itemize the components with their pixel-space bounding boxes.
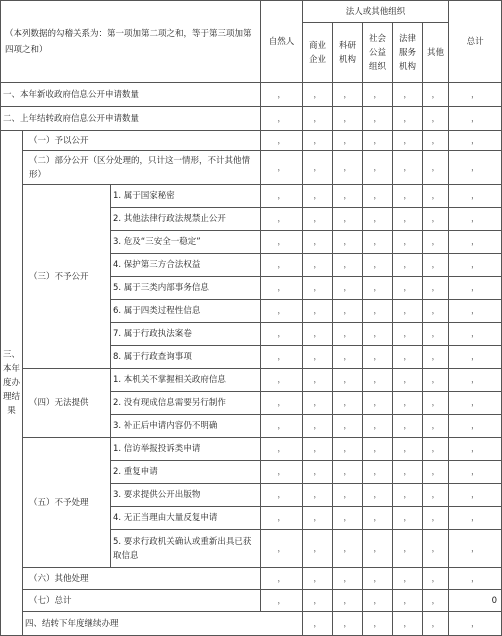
data-cell: ，	[333, 507, 363, 530]
data-cell: ，	[261, 461, 303, 484]
data-cell: ，	[363, 231, 393, 254]
data-cell: ，	[449, 369, 502, 392]
data-cell: ，	[333, 254, 363, 277]
total-value: 0	[449, 590, 502, 612]
data-cell: ，	[363, 346, 393, 369]
data-cell: ，	[423, 369, 449, 392]
data-cell: ，	[423, 507, 449, 530]
data-cell: ，	[363, 415, 393, 438]
data-cell: ，	[261, 277, 303, 300]
data-cell: ，	[423, 131, 449, 151]
table-row	[1, 185, 502, 208]
data-cell: ，	[393, 107, 423, 131]
data-cell: ，	[393, 151, 423, 185]
data-cell: ，	[423, 612, 449, 636]
data-cell: ，	[393, 461, 423, 484]
data-cell: ，	[423, 346, 449, 369]
data-cell: ，	[449, 107, 502, 131]
data-cell: ，	[449, 612, 502, 636]
data-cell: ，	[261, 185, 303, 208]
data-cell: ，	[393, 346, 423, 369]
data-cell: ，	[393, 323, 423, 346]
row-label: 2. 重复申请	[111, 461, 261, 484]
row-label: 2. 没有现成信息需要另行制作	[111, 392, 261, 415]
data-cell: ，	[363, 300, 393, 323]
header-row-1	[1, 1, 502, 23]
data-cell: ，	[423, 231, 449, 254]
data-cell: ，	[423, 185, 449, 208]
data-cell: ，	[449, 461, 502, 484]
data-cell: ，	[333, 568, 363, 590]
data-cell: ，	[449, 300, 502, 323]
data-cell: ，	[333, 530, 363, 568]
data-cell: ，	[303, 484, 333, 507]
header-research: 科研机构	[333, 23, 363, 83]
row-label: 1. 属于国家秘密	[111, 185, 261, 208]
data-cell: ，	[261, 151, 303, 185]
data-cell: ，	[363, 461, 393, 484]
row-label: 3. 补正后申请内容仍不明确	[111, 415, 261, 438]
data-cell: ，	[423, 323, 449, 346]
data-cell: ，	[333, 300, 363, 323]
row-label: 3. 要求提供公开出版物	[111, 484, 261, 507]
data-cell: ，	[449, 151, 502, 185]
table-row	[1, 612, 502, 636]
data-cell: ，	[363, 568, 393, 590]
row-label: （二）部分公开（区分处理的，只计这一情形，不计其他情形）	[23, 151, 261, 185]
data-cell: ，	[363, 484, 393, 507]
data-cell: ，	[303, 590, 333, 612]
header-natural-person: 自然人	[261, 1, 303, 83]
data-cell: ，	[423, 568, 449, 590]
data-cell: ，	[393, 590, 423, 612]
data-cell: ，	[393, 277, 423, 300]
data-cell: ，	[333, 415, 363, 438]
data-cell: ，	[333, 151, 363, 185]
data-cell: ，	[333, 392, 363, 415]
data-cell: ，	[333, 346, 363, 369]
data-cell: ，	[363, 438, 393, 461]
data-cell: ，	[261, 438, 303, 461]
data-cell: ，	[303, 369, 333, 392]
data-cell: ，	[261, 484, 303, 507]
data-cell: ，	[423, 254, 449, 277]
data-cell: ，	[449, 438, 502, 461]
data-cell: ，	[333, 208, 363, 231]
data-cell: ，	[423, 300, 449, 323]
data-cell: ，	[363, 392, 393, 415]
data-cell: ，	[363, 590, 393, 612]
data-cell: ，	[423, 208, 449, 231]
data-cell: ，	[363, 507, 393, 530]
data-cell: ，	[449, 208, 502, 231]
data-cell: ，	[449, 568, 502, 590]
row-label: 1. 本机关不掌握相关政府信息	[111, 369, 261, 392]
data-cell: ，	[393, 208, 423, 231]
table-row	[1, 369, 502, 392]
row-label: 5. 属于三类内部事务信息	[111, 277, 261, 300]
data-cell: ，	[333, 231, 363, 254]
data-cell: ，	[261, 131, 303, 151]
data-cell: ，	[449, 231, 502, 254]
data-cell: ，	[393, 392, 423, 415]
row-label: 四、结转下年度继续办理	[23, 612, 303, 636]
data-cell: ，	[303, 277, 333, 300]
row-label: 4. 保护第三方合法权益	[111, 254, 261, 277]
data-cell: ，	[261, 231, 303, 254]
data-cell: ，	[393, 438, 423, 461]
data-cell: ，	[333, 131, 363, 151]
data-cell: ，	[363, 530, 393, 568]
data-cell: ，	[333, 83, 363, 107]
data-cell: ，	[303, 612, 333, 636]
table-row	[1, 438, 502, 461]
data-cell: ，	[423, 484, 449, 507]
data-cell: ，	[363, 151, 393, 185]
data-cell: ，	[333, 277, 363, 300]
data-cell: ，	[303, 300, 333, 323]
data-cell: ，	[303, 392, 333, 415]
section3-label: 三、本年度办理结果	[1, 131, 23, 636]
row-label: 4. 无正当理由大量反复申请	[111, 507, 261, 530]
data-cell: ，	[303, 254, 333, 277]
data-cell: ，	[261, 590, 303, 612]
header-total: 总计	[449, 1, 502, 83]
data-cell: ，	[423, 392, 449, 415]
data-cell: ，	[303, 83, 333, 107]
table-row	[1, 107, 502, 131]
data-cell: ，	[423, 277, 449, 300]
header-legal-service: 法律服务机构	[393, 23, 423, 83]
group-label: （四）无法提供	[23, 369, 111, 438]
data-cell: ，	[363, 277, 393, 300]
data-cell: ，	[261, 300, 303, 323]
row-label: （六）其他处理	[23, 568, 261, 590]
data-cell: ，	[303, 568, 333, 590]
row-label: 8. 属于行政查询事项	[111, 346, 261, 369]
data-cell: ，	[423, 461, 449, 484]
data-cell: ，	[261, 507, 303, 530]
data-cell: ，	[393, 484, 423, 507]
table-row	[1, 83, 502, 107]
data-cell: ，	[333, 107, 363, 131]
data-cell: ，	[303, 231, 333, 254]
row-label: 二、上年结转政府信息公开申请数量	[1, 107, 261, 131]
row-label: 5. 要求行政机关确认或重新出具已获取信息	[111, 530, 261, 568]
data-cell: ，	[261, 392, 303, 415]
data-cell: ，	[363, 208, 393, 231]
data-cell: ，	[303, 151, 333, 185]
data-cell: ，	[393, 231, 423, 254]
data-cell: ，	[393, 612, 423, 636]
data-cell: ，	[303, 415, 333, 438]
data-cell: ，	[423, 415, 449, 438]
data-cell: ，	[303, 438, 333, 461]
data-cell: ，	[333, 438, 363, 461]
data-cell: ，	[363, 83, 393, 107]
data-cell: ，	[449, 415, 502, 438]
data-cell: ，	[449, 131, 502, 151]
data-cell: ，	[449, 277, 502, 300]
data-cell: ，	[393, 369, 423, 392]
data-cell: ，	[261, 415, 303, 438]
table-row	[1, 590, 502, 612]
data-cell: ，	[449, 83, 502, 107]
group-label: （三）不予公开	[23, 185, 111, 369]
table-row	[1, 131, 502, 151]
data-cell: ，	[363, 323, 393, 346]
data-cell: ，	[261, 208, 303, 231]
data-cell: ，	[303, 208, 333, 231]
data-cell: ，	[423, 530, 449, 568]
data-cell: ，	[393, 568, 423, 590]
data-cell: ，	[261, 346, 303, 369]
data-cell: ，	[303, 323, 333, 346]
data-cell: ，	[449, 185, 502, 208]
row-label: 3. 危及“三安全一稳定”	[111, 231, 261, 254]
data-cell: ，	[303, 107, 333, 131]
data-cell: ，	[261, 369, 303, 392]
data-cell: ，	[303, 131, 333, 151]
data-cell: ，	[393, 415, 423, 438]
data-cell: ，	[449, 323, 502, 346]
data-cell: ，	[333, 323, 363, 346]
row-label: （一）予以公开	[23, 131, 261, 151]
row-label: 2. 其他法律行政法规禁止公开	[111, 208, 261, 231]
row-label: 一、本年新收政府信息公开申请数量	[1, 83, 261, 107]
data-cell: ，	[423, 83, 449, 107]
data-cell: ，	[303, 530, 333, 568]
data-cell: ，	[393, 530, 423, 568]
data-cell: ，	[333, 590, 363, 612]
data-cell: ，	[393, 131, 423, 151]
data-cell: ，	[449, 484, 502, 507]
data-cell: ，	[303, 461, 333, 484]
data-cell: ，	[261, 83, 303, 107]
group-label: （五）不予处理	[23, 438, 111, 568]
data-cell: ，	[363, 131, 393, 151]
data-cell: ，	[393, 254, 423, 277]
row-label: 6. 属于四类过程性信息	[111, 300, 261, 323]
header-commercial: 商业企业	[303, 23, 333, 83]
data-cell: ，	[303, 507, 333, 530]
data-cell: ，	[393, 185, 423, 208]
data-cell: ，	[333, 461, 363, 484]
data-cell: ，	[423, 151, 449, 185]
table-row	[1, 568, 502, 590]
data-cell: ，	[449, 392, 502, 415]
data-cell: ，	[449, 507, 502, 530]
row-label: （七）总计	[23, 590, 261, 612]
data-cell: ，	[261, 254, 303, 277]
data-cell: ，	[423, 438, 449, 461]
data-cell: ，	[393, 83, 423, 107]
data-cell: ，	[423, 590, 449, 612]
header-note: （本列数据的勾稽关系为：第一项加第二项之和，等于第三项加第四项之和）	[1, 1, 261, 83]
data-cell: ，	[363, 185, 393, 208]
data-cell: ，	[363, 612, 393, 636]
row-label: 7. 属于行政执法案卷	[111, 323, 261, 346]
data-cell: ，	[303, 185, 333, 208]
data-cell: ，	[261, 107, 303, 131]
row-label: 1. 信访举报投诉类申请	[111, 438, 261, 461]
table-row	[1, 151, 502, 185]
data-cell: ，	[363, 107, 393, 131]
data-cell: ，	[261, 530, 303, 568]
data-cell: ，	[449, 346, 502, 369]
data-cell: ，	[333, 369, 363, 392]
header-legal-group: 法人或其他组织	[303, 1, 449, 23]
data-cell: ，	[393, 300, 423, 323]
header-other: 其他	[423, 23, 449, 83]
data-cell: ，	[333, 484, 363, 507]
data-cell: ，	[423, 107, 449, 131]
data-cell: ，	[261, 323, 303, 346]
data-cell: ，	[333, 612, 363, 636]
data-cell: ，	[363, 369, 393, 392]
header-social: 社会公益组织	[363, 23, 393, 83]
data-cell: ，	[449, 254, 502, 277]
data-cell: ，	[333, 185, 363, 208]
data-cell: ，	[449, 530, 502, 568]
data-cell: ，	[393, 507, 423, 530]
data-cell: ，	[303, 346, 333, 369]
data-cell: ，	[261, 568, 303, 590]
data-cell: ，	[363, 254, 393, 277]
